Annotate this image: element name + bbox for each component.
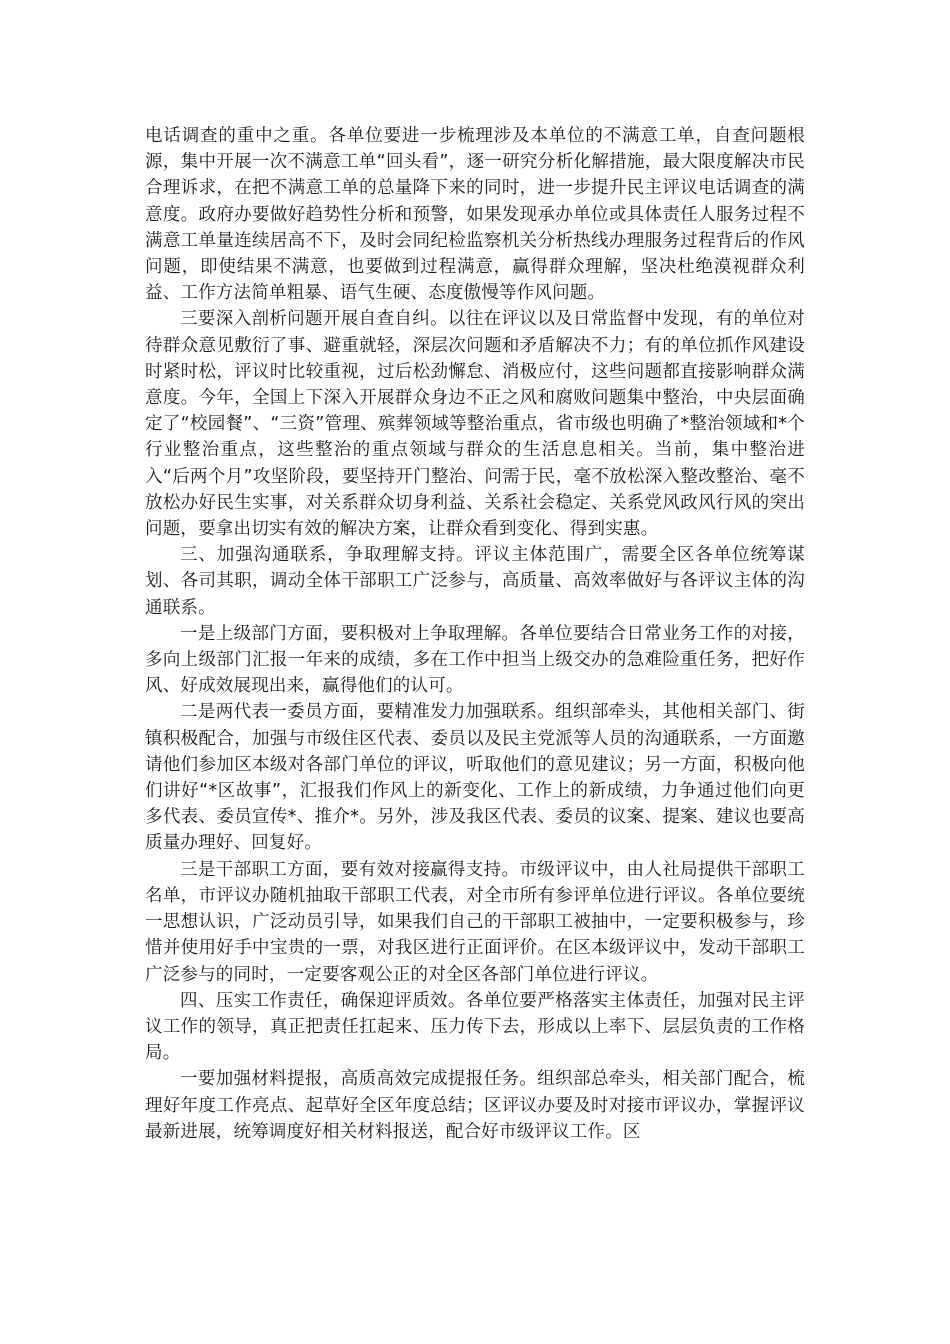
paragraph-section-three-heading: 三、加强沟通联系，争取理解支持。评议主体范围广，需要全区各单位统筹谋划、各司其职，调动全体干部职工广泛参与，高质量、高效率做好与各评议主体的沟通联系。 <box>145 545 805 618</box>
paragraph-superior-departments: 一是上级部门方面，要积极对上争取理解。各单位要结合日常业务工作的对接，多向上级部门汇报一年来的成绩，多在工作中担当上级交办的急难险重任务，把好作风、好成效展现出来，赢得他们的认可。 <box>145 623 805 697</box>
document-body <box>145 123 805 1145</box>
paragraph-cadres-staff: 三是干部职工方面，要有效对接赢得支持。市级评议中，由人社局提供干部职工名单，市评议办随机抽取干部职工代表，对全市所有参评单位进行评议。各单位要统一思想认识，广泛动员引导，如果我们自己的干部职工被抽中，一定要积极参与，珍惜并使用好手中宝贵的一票，对我区进行正面评价。在区本级评议中，发动干部职工广泛参与的同时，一定要客观公正的对全区各部门单位进行评议。 <box>145 859 805 985</box>
paragraph-continuation: 电话调查的重中之重。各单位要进一步梳理涉及本单位的不满意工单，自查问题根源，集中开展一次不满意工单“回头看”，逐一研究分析化解措施，最大限度解决市民合理诉求，在把不满意工单的总量降下来的同时，进一步提升民主评议电话调查的满意度。政府办要做好趋势性分析和预警，如果发现承办单位或具体责任人服务过程不满意工单量连续居高不下，及时会同纪检监察机关分析热线办理服务过程背后的作风问题，即使结果不满意，也要做到过程满意，赢得群众理解，坚决杜绝漠视群众利益、工作方法简单粗暴、语气生硬、态度傲慢等作风问题。 <box>145 126 805 304</box>
paragraph-self-inspection: 三要深入剖析问题开展自查自纠。以往在评议以及日常监督中发现，有的单位对待群众意见敷衍了事、避重就轻，深层次问题和矛盾解决不力；有的单位抓作风建设时紧时松，评议时比较重视，过后松劲懈怠、消极应付，这些问题都直接影响群众满意度。今年，全国上下深入开展群众身边不正之风和腐败问题集中整治，中央层面确定了“校园餐”、“三资”管理、殡葬领域等整治重点，省市级也明确了*整治领域和*个行业整治重点，这些整治的重点领域与群众的生活息息相关。当前，集中整治进入“后两个月”攻坚阶段，要坚持开门整治、问需于民，毫不放松深入整改整治、毫不放松办好民生实事，对关系群众切身利益、关系社会稳定、关系党风政风行风的突出问题，要拿出切实有效的解决方案，让群众看到变化、得到实惠。 <box>145 309 805 540</box>
paragraph-representatives-members: 二是两代表一委员方面，要精准发力加强联系。组织部牵头，其他相关部门、街镇积极配合，加强与市级住区代表、委员以及民主党派等人员的沟通联系，一方面邀请他们参加区本级对各部门单位的评议，听取他们的意见建议；另一方面，积极向他们讲好“*区故事”，汇报我们作风上的新变化、工作上的新成绩，力争通过他们向更多代表、委员宣传*、推介*。另外，涉及我区代表、委员的议案、提案、建议也要高质量办理好、回复好。 <box>145 702 805 854</box>
paragraph-material-submission: 一要加强材料提报，高质高效完成提报任务。组织部总牵头，相关部门配合，梳理好年度工作亮点、起草好全区年度总结；区评议办要及时对接市评议办，掌握评议最新进展，统筹调度好相关材料报送，配合好市级评议工作。区 <box>145 1069 805 1142</box>
paragraph-section-four-heading: 四、压实工作责任，确保迎评质效。各单位要严格落实主体责任，加强对民主评议工作的领导，真正把责任扛起来、压力传下去，形成以上率下、层层负责的工作格局。 <box>145 990 805 1064</box>
